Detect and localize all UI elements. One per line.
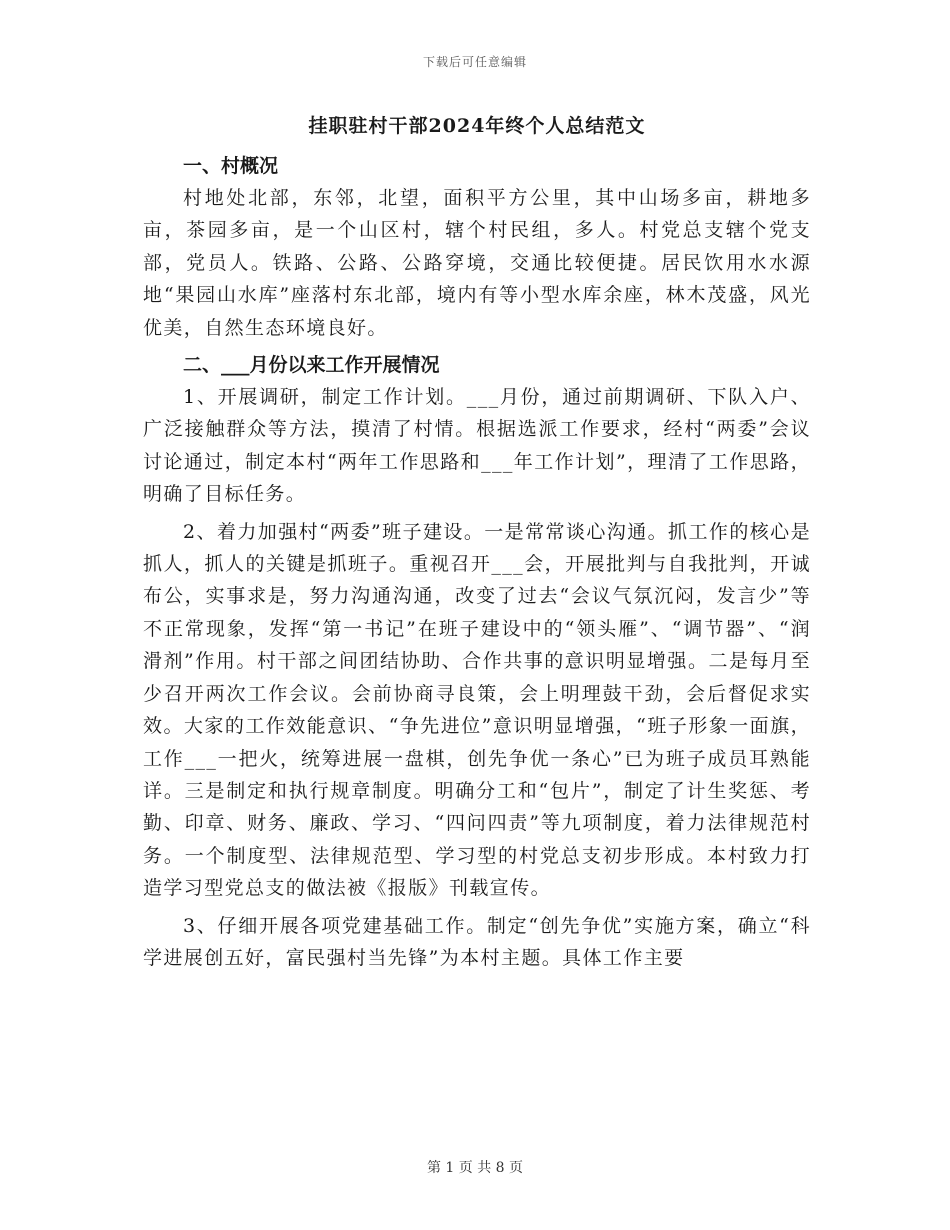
section-heading-work-progress: 二、___月份以来工作开展情况 (183, 354, 440, 377)
document-title: 挂职驻村干部2024年终个人总结范文 (308, 115, 646, 137)
page-number-footer: 第 1 页 共 8 页 (426, 1160, 524, 1176)
paragraph-village-overview: 村地处北部，东邻，北望，面积平方公里，其中山场多亩，耕地多亩，茶园多亩，是一个山区村，辖个村民组，多人。村党总支辖个党支部，党员人。铁路、公路、公路穿境，交通比较便捷。居民饮用水水源地“果园山水库”座落村东北部，境内有等小型水库余座，林木茂盛，风光优美，自然生态环境良好。 (143, 187, 811, 339)
paragraph-work-item-1: 1、开展调研，制定工作计划。___月份，通过前期调研、下队入户、广泛接触群众等方法，摸清了村情。根据选派工作要求，经村“两委”会议讨论通过，制定本村“两年工作思路和___年工作计划”，理清了工作思路，明确了目标任务。 (143, 386, 811, 506)
paragraph-work-item-2: 2、着力加强村“两委”班子建设。一是常常谈心沟通。抓工作的核心是抓人，抓人的关键是抓班子。重视召开___会，开展批判与自我批判，开诚布公，实事求是，努力沟通沟通，改变了过去“会议气氛沉闷，发言少”等不正常现象，发挥“第一书记”在班子建设中的“领头雁”、“调节器”、“润滑剂”作用。村干部之间团结协助、合作共事的意识明显增强。二是每月至少召开两次工作会议。会前协商寻良策，会上明理鼓干劲，会后督促求实效。大家的工作效能意识、“争先进位”意识明显增强，“班子形象一面旗，工作___一把火，统筹进展一盘棋，创先争优一条心”已为班子成员耳熟能详。三是制定和执行规章制度。明确分工和“包片”，制定了计生奖惩、考勤、印章、财务、廉政、学习、“四问四责”等九项制度，着力法律规范村务。一个制度型、法律规范型、学习型的村党总支初步形成。本村致力打造学习型党总支的做法被《报版》刊载宣传。 (143, 520, 811, 900)
page-header-note: 下载后可任意编辑 (422, 55, 527, 69)
paragraph-work-item-3: 3、仔细开展各项党建基础工作。制定“创先争优”实施方案，确立“科学进展创五好，富民强村当先锋”为本村主题。具体工作主要 (143, 914, 811, 969)
document-body (143, 110, 811, 979)
section-heading-village-overview: 一、村概况 (183, 155, 279, 177)
